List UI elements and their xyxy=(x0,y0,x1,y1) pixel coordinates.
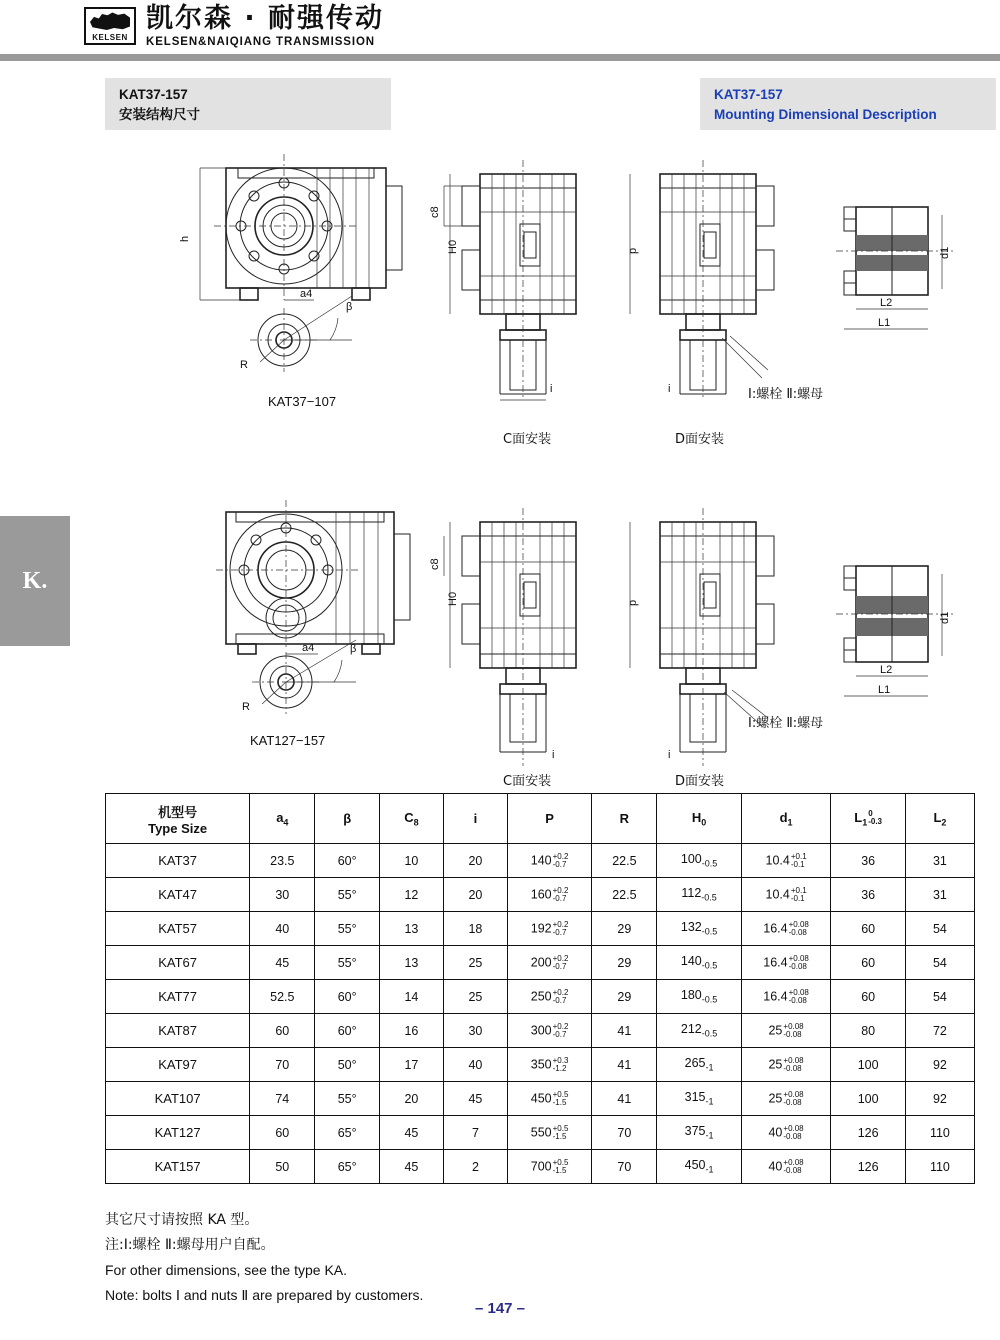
drawing-coupling-bottom xyxy=(836,540,976,720)
title-cn-model: KAT37-157 xyxy=(119,87,188,102)
cell-r: 70 xyxy=(592,1116,657,1150)
cell-l1: 36 xyxy=(831,844,905,878)
cell-model: KAT47 xyxy=(106,878,250,912)
table-row xyxy=(106,1150,975,1184)
kelsen-logo-icon xyxy=(84,7,136,45)
cell-l1: 126 xyxy=(831,1150,905,1184)
cell-i: 7 xyxy=(443,1116,507,1150)
cell-r: 29 xyxy=(592,946,657,980)
cell-a4: 50 xyxy=(250,1150,315,1184)
cell-model: KAT77 xyxy=(106,980,250,1014)
cell-c8: 10 xyxy=(379,844,443,878)
cell-l2: 31 xyxy=(905,878,974,912)
cell-l2: 72 xyxy=(905,1014,974,1048)
cell-c8: 12 xyxy=(379,878,443,912)
caption-c-face-top: C面安装 xyxy=(503,432,552,447)
dim-d1-label: d1 xyxy=(939,246,951,259)
cell-h0: $375_{-1}$ xyxy=(657,1116,741,1150)
col-type-size: 机型号 Type Size xyxy=(106,794,250,844)
cell-beta: 55° xyxy=(315,1082,380,1116)
table-header-row xyxy=(106,794,975,844)
cell-i: 25 xyxy=(443,980,507,1014)
cell-p: 160 +0.2 -0.7 xyxy=(507,878,591,912)
dim-R-label-2: R xyxy=(242,701,250,713)
dim-a4-label-2: a4 xyxy=(302,642,315,654)
cell-p: 700 +0.5 -1.5 xyxy=(507,1150,591,1184)
cell-d1: 25 +0.08 -0.08 xyxy=(741,1048,831,1082)
table-row xyxy=(106,1082,975,1116)
dim-c8-label-2: c8 xyxy=(429,558,441,570)
caption-kat127-157: KAT127−157 xyxy=(250,733,326,748)
cell-beta: 50° xyxy=(315,1048,380,1082)
cell-c8: 17 xyxy=(379,1048,443,1082)
cell-model: KAT97 xyxy=(106,1048,250,1082)
cell-c8: 16 xyxy=(379,1014,443,1048)
brand-name-cn: 凯尔森 · 耐强传动 xyxy=(146,3,385,34)
cell-model: KAT67 xyxy=(106,946,250,980)
dim-c8-label: c8 xyxy=(429,206,441,218)
cell-l2: 110 xyxy=(905,1116,974,1150)
cell-d1: 40 +0.08 -0.08 xyxy=(741,1116,831,1150)
cell-d1: 16.4 +0.08 -0.08 xyxy=(741,912,831,946)
bolt-nut-note-top: Ⅰ:螺栓 Ⅱ:螺母 xyxy=(748,387,824,402)
cell-l1: 100 xyxy=(831,1082,905,1116)
cell-h0: $212_{-0.5}$ xyxy=(657,1014,741,1048)
col-r: R xyxy=(592,794,657,844)
cell-d1: 16.4 +0.08 -0.08 xyxy=(741,980,831,1014)
dim-beta-label-2: β xyxy=(350,643,357,655)
cell-c8: 14 xyxy=(379,980,443,1014)
title-bar-en xyxy=(700,78,996,130)
cell-p: 140 +0.2 -0.7 xyxy=(507,844,591,878)
dim-h-label: h xyxy=(179,235,191,242)
cell-a4: 40 xyxy=(250,912,315,946)
cell-beta: 55° xyxy=(315,946,380,980)
cell-d1: 16.4 +0.08 -0.08 xyxy=(741,946,831,980)
cell-p: 350 +0.3 -1.2 xyxy=(507,1048,591,1082)
cell-h0: $265_{-1}$ xyxy=(657,1048,741,1082)
cell-l2: 92 xyxy=(905,1048,974,1082)
section-tab-k xyxy=(0,516,70,646)
title-bar-cn xyxy=(105,78,391,130)
cell-a4: 30 xyxy=(250,878,315,912)
cell-h0: $100_{-0.5}$ xyxy=(657,844,741,878)
cell-p: 192 +0.2 -0.7 xyxy=(507,912,591,946)
col-beta: β xyxy=(315,794,380,844)
cell-a4: 52.5 xyxy=(250,980,315,1014)
cell-l1: 60 xyxy=(831,980,905,1014)
cell-model: KAT107 xyxy=(106,1082,250,1116)
cell-i: 18 xyxy=(443,912,507,946)
cell-i: 20 xyxy=(443,844,507,878)
cell-h0: $140_{-0.5}$ xyxy=(657,946,741,980)
cell-p: 200 +0.2 -0.7 xyxy=(507,946,591,980)
note-line-2: 注:Ⅰ:螺栓 Ⅱ:螺母用户自配。 xyxy=(105,1237,275,1253)
cell-h0: $112_{-0.5}$ xyxy=(657,878,741,912)
title-cn-desc: 安装结构尺寸 xyxy=(119,107,200,122)
dim-p-label-2: p xyxy=(627,599,639,606)
table-row xyxy=(106,1048,975,1082)
dim-L2-label: L2 xyxy=(880,297,893,309)
cell-l2: 54 xyxy=(905,912,974,946)
dim-beta-label: β xyxy=(346,301,353,313)
cell-model: KAT37 xyxy=(106,844,250,878)
cell-l1: 80 xyxy=(831,1014,905,1048)
note-line-3: For other dimensions, see the type KA. xyxy=(105,1262,348,1278)
note-line-1: 其它尺寸请按照 KA 型。 xyxy=(105,1212,259,1228)
title-en-desc: Mounting Dimensional Description xyxy=(714,107,937,122)
page-number: – 147 – xyxy=(474,1300,526,1317)
header-divider xyxy=(0,54,1000,61)
cell-c8: 45 xyxy=(379,1150,443,1184)
cell-i: 45 xyxy=(443,1082,507,1116)
brand-logo xyxy=(84,4,384,48)
dim-H0-label-2: H0 xyxy=(447,591,459,606)
cell-i: 2 xyxy=(443,1150,507,1184)
cell-c8: 13 xyxy=(379,946,443,980)
cell-r: 41 xyxy=(592,1048,657,1082)
bolt-nut-note-bottom: Ⅰ:螺栓 Ⅱ:螺母 xyxy=(748,716,824,731)
cell-r: 41 xyxy=(592,1014,657,1048)
drawing-c-face-bottom xyxy=(429,500,610,770)
cell-a4: 60 xyxy=(250,1116,315,1150)
dim-L2-label-2: L2 xyxy=(880,664,893,676)
table-row xyxy=(106,1014,975,1048)
notes-block xyxy=(105,1208,423,1308)
cell-h0: $180_{-0.5}$ xyxy=(657,980,741,1014)
cell-p: 550 +0.5 -1.5 xyxy=(507,1116,591,1150)
cell-d1: 25 +0.08 -0.08 xyxy=(741,1082,831,1116)
cell-beta: 55° xyxy=(315,912,380,946)
cell-i: 40 xyxy=(443,1048,507,1082)
cell-a4: 60 xyxy=(250,1014,315,1048)
col-p: P xyxy=(507,794,591,844)
cell-beta: 55° xyxy=(315,878,380,912)
cell-p: 250 +0.2 -0.7 xyxy=(507,980,591,1014)
col-d1: $d_1$ xyxy=(741,794,831,844)
cell-d1: 10.4 +0.1 -0.1 xyxy=(741,878,831,912)
table-row xyxy=(106,946,975,980)
cell-l2: 54 xyxy=(905,980,974,1014)
drawing-c-face-top xyxy=(429,150,610,400)
dim-i-label-c2: i xyxy=(552,749,555,761)
cell-r: 70 xyxy=(592,1150,657,1184)
cell-l1: 60 xyxy=(831,912,905,946)
table-row xyxy=(106,912,975,946)
dim-H0-label: H0 xyxy=(447,239,459,254)
table-row xyxy=(106,1116,975,1150)
cell-l2: 54 xyxy=(905,946,974,980)
drawing-kat127-157-front xyxy=(180,500,440,730)
dim-i-label-d: i xyxy=(668,383,671,395)
cell-c8: 13 xyxy=(379,912,443,946)
cell-model: KAT127 xyxy=(106,1116,250,1150)
dim-R-label: R xyxy=(240,359,248,371)
cell-r: 29 xyxy=(592,980,657,1014)
cell-d1: 40 +0.08 -0.08 xyxy=(741,1150,831,1184)
dim-L1-label: L1 xyxy=(878,317,891,329)
cell-p: 300 +0.2 -0.7 xyxy=(507,1014,591,1048)
cell-model: KAT57 xyxy=(106,912,250,946)
cell-i: 30 xyxy=(443,1014,507,1048)
cell-l2: 92 xyxy=(905,1082,974,1116)
cell-beta: 65° xyxy=(315,1116,380,1150)
cell-d1: 10.4 +0.1 -0.1 xyxy=(741,844,831,878)
title-en-model: KAT37-157 xyxy=(714,87,783,102)
cell-r: 22.5 xyxy=(592,844,657,878)
note-line-4: Note: bolts Ⅰ and nuts Ⅱ are prepared by customers. xyxy=(105,1287,424,1303)
cell-l1: 100 xyxy=(831,1048,905,1082)
dim-i-label-c: i xyxy=(550,383,553,395)
cell-model: KAT87 xyxy=(106,1014,250,1048)
dim-p-label: p xyxy=(627,247,639,254)
cell-h0: $132_{-0.5}$ xyxy=(657,912,741,946)
cell-c8: 45 xyxy=(379,1116,443,1150)
caption-d-face-top: D面安装 xyxy=(675,432,725,447)
cell-beta: 60° xyxy=(315,844,380,878)
cell-model: KAT157 xyxy=(106,1150,250,1184)
dim-a4-label: a4 xyxy=(300,288,313,300)
cell-c8: 20 xyxy=(379,1082,443,1116)
caption-d-face-bottom: D面安装 xyxy=(675,774,725,789)
cell-h0: $450_{-1}$ xyxy=(657,1150,741,1184)
cell-l1: 60 xyxy=(831,946,905,980)
brand-name-en: KELSEN&NAIQIANG TRANSMISSION xyxy=(146,35,376,48)
cell-beta: 65° xyxy=(315,1150,380,1184)
drawing-kat37-107-front xyxy=(180,150,440,390)
caption-c-face-bottom: C面安装 xyxy=(503,774,552,789)
cell-a4: 70 xyxy=(250,1048,315,1082)
table-row xyxy=(106,878,975,912)
col-c8: $C_8$ xyxy=(379,794,443,844)
dim-d1-label-2: d1 xyxy=(939,611,951,624)
cell-p: 450 +0.5 -1.5 xyxy=(507,1082,591,1116)
dim-L1-label-2: L1 xyxy=(878,684,891,696)
cell-beta: 60° xyxy=(315,980,380,1014)
cell-r: 41 xyxy=(592,1082,657,1116)
cell-l1: 126 xyxy=(831,1116,905,1150)
table-row xyxy=(106,844,975,878)
cell-h0: $315_{-1}$ xyxy=(657,1082,741,1116)
section-tab-label: K. xyxy=(22,567,48,594)
dim-i-label-d2: i xyxy=(668,749,671,761)
table-row xyxy=(106,980,975,1014)
cell-a4: 23.5 xyxy=(250,844,315,878)
logo-mark-text: KELSEN xyxy=(92,32,128,42)
col-i: i xyxy=(443,794,507,844)
page-header xyxy=(0,0,1000,62)
cell-a4: 45 xyxy=(250,946,315,980)
col-l1: $L_1$ 0 -0.3 xyxy=(831,794,905,844)
specification-table xyxy=(105,793,975,1184)
cell-r: 22.5 xyxy=(592,878,657,912)
col-a4: $a_4$ xyxy=(250,794,315,844)
cell-l1: 36 xyxy=(831,878,905,912)
drawing-coupling-top xyxy=(836,185,976,355)
cell-d1: 25 +0.08 -0.08 xyxy=(741,1014,831,1048)
cell-l2: 110 xyxy=(905,1150,974,1184)
cell-l2: 31 xyxy=(905,844,974,878)
cell-r: 29 xyxy=(592,912,657,946)
drawing-d-face-top xyxy=(612,150,802,400)
cell-a4: 74 xyxy=(250,1082,315,1116)
col-l2: $L_2$ xyxy=(905,794,974,844)
col-h0: $H_0$ xyxy=(657,794,741,844)
cell-i: 25 xyxy=(443,946,507,980)
caption-kat37-107: KAT37−107 xyxy=(268,394,337,409)
cell-beta: 60° xyxy=(315,1014,380,1048)
cell-i: 20 xyxy=(443,878,507,912)
bull-icon xyxy=(90,11,130,31)
